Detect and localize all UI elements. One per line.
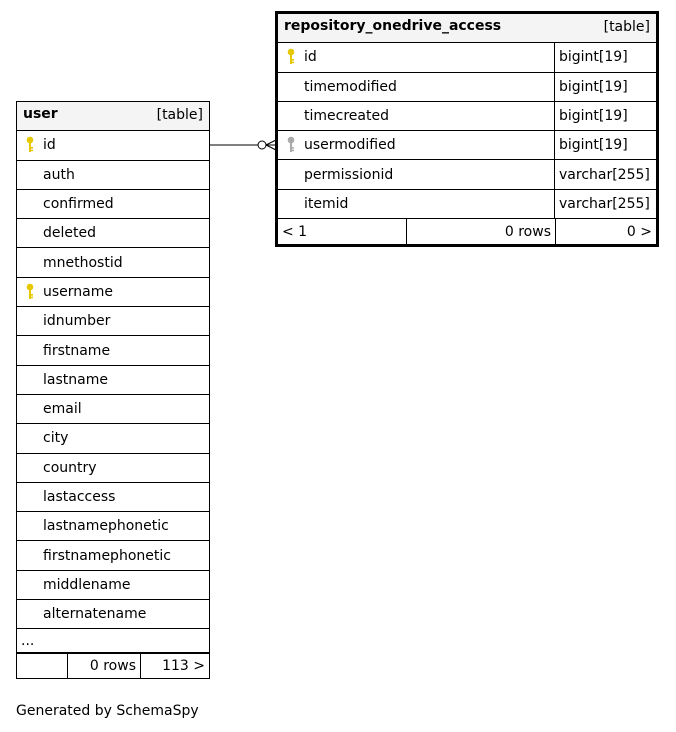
column-name-cell <box>17 278 209 306</box>
column-name: lastaccess <box>43 489 116 505</box>
column-row[interactable] <box>17 161 209 190</box>
column-row[interactable] <box>17 454 209 483</box>
column-name: deleted <box>43 225 96 242</box>
column-name-cell <box>17 571 209 599</box>
column-name-cell <box>17 248 209 276</box>
column-name: alternatename <box>43 606 147 623</box>
primary-key-icon <box>286 48 296 66</box>
column-row[interactable] <box>278 131 656 160</box>
column-row[interactable] <box>278 160 656 189</box>
table-kind: [table] <box>156 107 203 123</box>
table-name: user <box>23 106 58 122</box>
column-name-cell <box>17 454 209 482</box>
table-kind: [table] <box>603 19 650 35</box>
column-type: bigint[19] <box>559 78 628 95</box>
table-user[interactable] <box>16 101 210 679</box>
footer-children[interactable]: 0 > <box>555 219 656 244</box>
column-row[interactable] <box>17 541 209 570</box>
column-row[interactable] <box>17 395 209 424</box>
column-name-cell <box>17 219 209 247</box>
table-footer <box>17 653 209 678</box>
column-name: middlename <box>43 576 131 593</box>
column-row[interactable] <box>17 600 209 629</box>
primary-key-icon <box>25 136 35 154</box>
column-row[interactable] <box>278 73 656 102</box>
column-row[interactable] <box>17 424 209 453</box>
column-name-cell <box>17 131 209 159</box>
column-type: varchar[255] <box>559 195 650 212</box>
column-row[interactable] <box>17 307 209 336</box>
table-header[interactable] <box>278 14 656 43</box>
column-name: usermodified <box>304 137 396 154</box>
footer-row-count: 0 rows <box>406 219 555 244</box>
column-name: lastnamephonetic <box>43 518 169 535</box>
column-name-cell <box>17 541 209 569</box>
column-row[interactable] <box>17 336 209 365</box>
column-row[interactable] <box>17 248 209 277</box>
column-row[interactable] <box>17 131 209 160</box>
column-name-cell <box>17 395 209 423</box>
column-name-cell <box>17 600 209 628</box>
table-repository-onedrive-access[interactable] <box>275 11 659 247</box>
column-name: auth <box>43 166 75 183</box>
column-name: username <box>43 283 113 300</box>
column-row[interactable] <box>17 571 209 600</box>
column-name-cell <box>17 512 209 540</box>
column-name: id <box>43 137 56 154</box>
footer-parents[interactable] <box>17 654 67 678</box>
column-row[interactable] <box>17 219 209 248</box>
column-name: country <box>43 459 97 476</box>
column-name-cell <box>278 102 555 130</box>
column-name: itemid <box>304 195 349 212</box>
table-footer <box>278 219 656 244</box>
foreign-key-icon <box>286 136 296 154</box>
column-name-cell <box>17 483 209 511</box>
column-name: timecreated <box>304 108 389 125</box>
column-type: bigint[19] <box>559 49 628 66</box>
footer-children[interactable]: 113 > <box>140 654 209 678</box>
column-name: idnumber <box>43 313 111 330</box>
column-type: bigint[19] <box>559 137 628 154</box>
footer-row-count: 0 rows <box>67 654 140 678</box>
column-name-cell <box>17 366 209 394</box>
column-name-cell <box>278 160 555 188</box>
column-name-cell <box>17 161 209 189</box>
column-name: timemodified <box>304 78 397 95</box>
table-name: repository_onedrive_access <box>284 18 502 34</box>
column-name-cell <box>17 424 209 452</box>
column-name: permissionid <box>304 166 394 183</box>
column-name: lastname <box>43 371 108 388</box>
column-name-cell <box>278 73 555 101</box>
column-row[interactable] <box>17 483 209 512</box>
column-name-cell <box>278 131 555 159</box>
footer-parents[interactable]: < 1 <box>282 223 308 240</box>
column-name: mnethostid <box>43 254 123 271</box>
column-name: id <box>304 49 317 66</box>
column-row[interactable] <box>17 366 209 395</box>
column-name: email <box>43 401 82 418</box>
primary-key-icon <box>25 283 35 301</box>
column-name: firstname <box>43 342 111 359</box>
column-name-cell <box>17 307 209 335</box>
column-name: confirmed <box>43 196 114 213</box>
column-name: city <box>43 430 69 447</box>
column-name-cell <box>17 190 209 218</box>
column-name-cell <box>278 43 555 71</box>
column-name-cell <box>278 190 555 218</box>
generated-by-label: Generated by SchemaSpy <box>16 703 199 719</box>
column-row[interactable] <box>17 190 209 219</box>
table-header[interactable] <box>17 102 209 131</box>
column-name-cell <box>17 336 209 364</box>
more-columns: ... <box>17 629 209 653</box>
column-type: varchar[255] <box>559 166 650 183</box>
column-row[interactable] <box>17 512 209 541</box>
column-name: firstnamephonetic <box>43 547 171 564</box>
column-type: bigint[19] <box>559 108 628 125</box>
column-row[interactable] <box>17 278 209 307</box>
column-row[interactable] <box>278 43 656 72</box>
column-row[interactable] <box>278 190 656 219</box>
column-row[interactable] <box>278 102 656 131</box>
